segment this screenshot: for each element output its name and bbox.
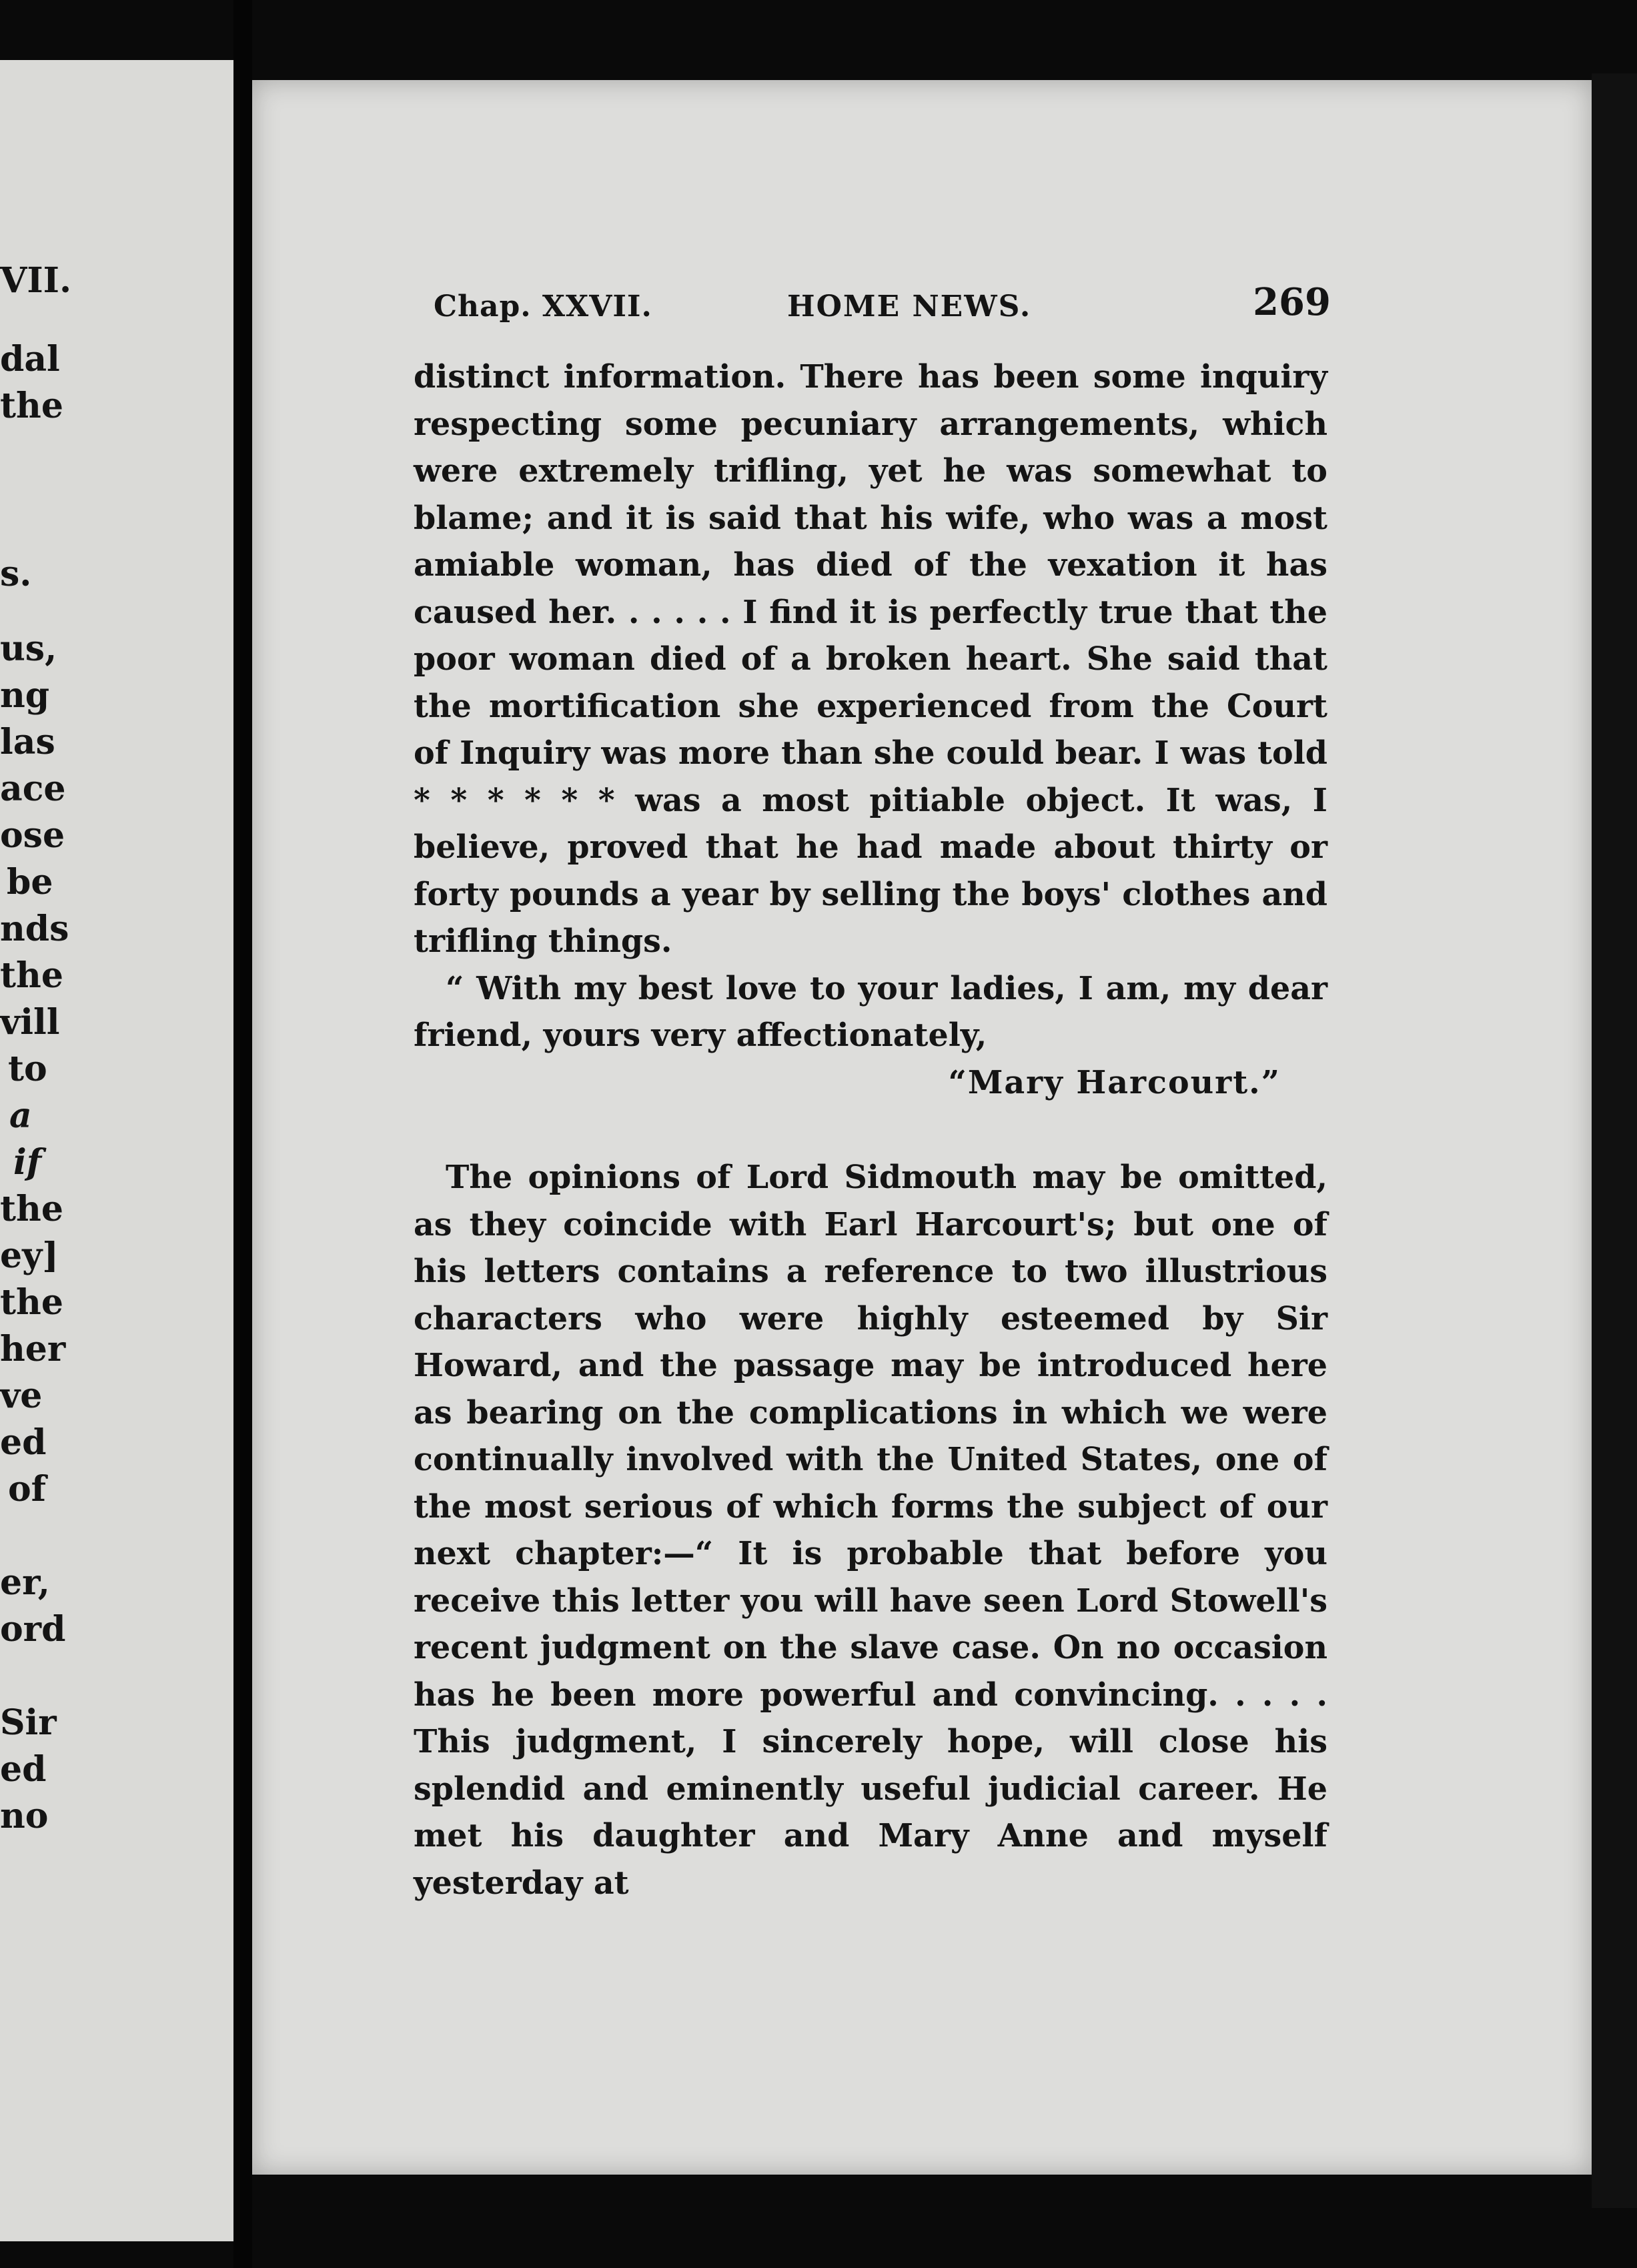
facing-line: ed (0, 1749, 47, 1790)
paragraph: The opinions of Lord Sidmouth may be omitted, as they coincide with Earl Harcourt's; but one of his letters contains a reference to two illustrious characters who were highly esteemed by Sir Howard, and the passage may be introduced here as bearing on the complications in which we were continually involved with the United States, one of the most serious of which forms the subject of our next chapter:—“ It is probable that before you receive this letter you will have seen Lord Stowell's recent judgment on the slave case. On no occasion has he been more powerful and convincing. . . . . This judgment, I sincerely hope, will close his splendid and eminently useful judicial career. He met his daughter and Mary Anne and myself yesterday at (414, 1159, 1327, 1902)
book-gutter (233, 0, 252, 2268)
facing-line: er, (0, 1562, 50, 1603)
facing-line: Sir (0, 1702, 57, 1743)
facing-line: las (0, 722, 55, 762)
facing-line: ose (0, 815, 65, 856)
facing-line: ve (0, 1375, 43, 1416)
facing-line: the (0, 1282, 63, 1323)
facing-page (0, 60, 233, 2241)
running-header (427, 280, 1331, 327)
facing-line: the (0, 1189, 63, 1229)
running-title: HOME NEWS. (787, 290, 1032, 324)
facing-line: a (9, 1095, 32, 1136)
body-text (414, 354, 1327, 1906)
page-number: 269 (1253, 280, 1331, 324)
facing-line: the (0, 386, 63, 426)
section-gap (414, 1106, 1327, 1154)
page-edge (1592, 73, 1637, 2208)
facing-line: be (7, 862, 53, 903)
facing-line: s. (0, 554, 32, 594)
facing-line: ace (0, 768, 66, 809)
facing-line: nds (0, 909, 69, 949)
paragraph: distinct information. There has been some inquiry respecting some pecuniary arrangements, which were extremely trifling, yet he was somewhat to blame; and it is said that his wife, who was a most amiable woman, has died of the vexation it has caused her. . . . . . I find it is perfectly true that the poor woman died of a broken heart. She said that the mortification she experienced from the Court of Inquiry was more than she could bear. I was told * * * * * * was a most pitiable object. It was, I believe, proved that he had made about thirty or forty pounds a year by selling the boys' clothes and trifling things. (414, 358, 1327, 960)
paragraph: “ With my best love to your ladies, I am, my dear friend, yours very affectionately, (414, 969, 1327, 1054)
facing-line: VII. (0, 260, 72, 301)
facing-line: ord (0, 1609, 66, 1650)
facing-line: the (0, 955, 63, 996)
facing-line: ng (0, 675, 50, 716)
facing-line: us, (0, 628, 57, 669)
facing-line: of (8, 1469, 47, 1510)
facing-line: ey] (0, 1235, 59, 1276)
facing-line: no (0, 1796, 49, 1836)
facing-line: to (8, 1049, 47, 1089)
facing-line: dal (0, 339, 60, 380)
facing-line: vill (0, 1002, 60, 1043)
facing-line: her (0, 1329, 66, 1369)
facing-line: if (13, 1142, 42, 1183)
facing-line: ed (0, 1422, 47, 1463)
signature: “Mary Harcourt.” (948, 1063, 1281, 1101)
chapter-label: Chap. XXVII. (434, 290, 652, 324)
